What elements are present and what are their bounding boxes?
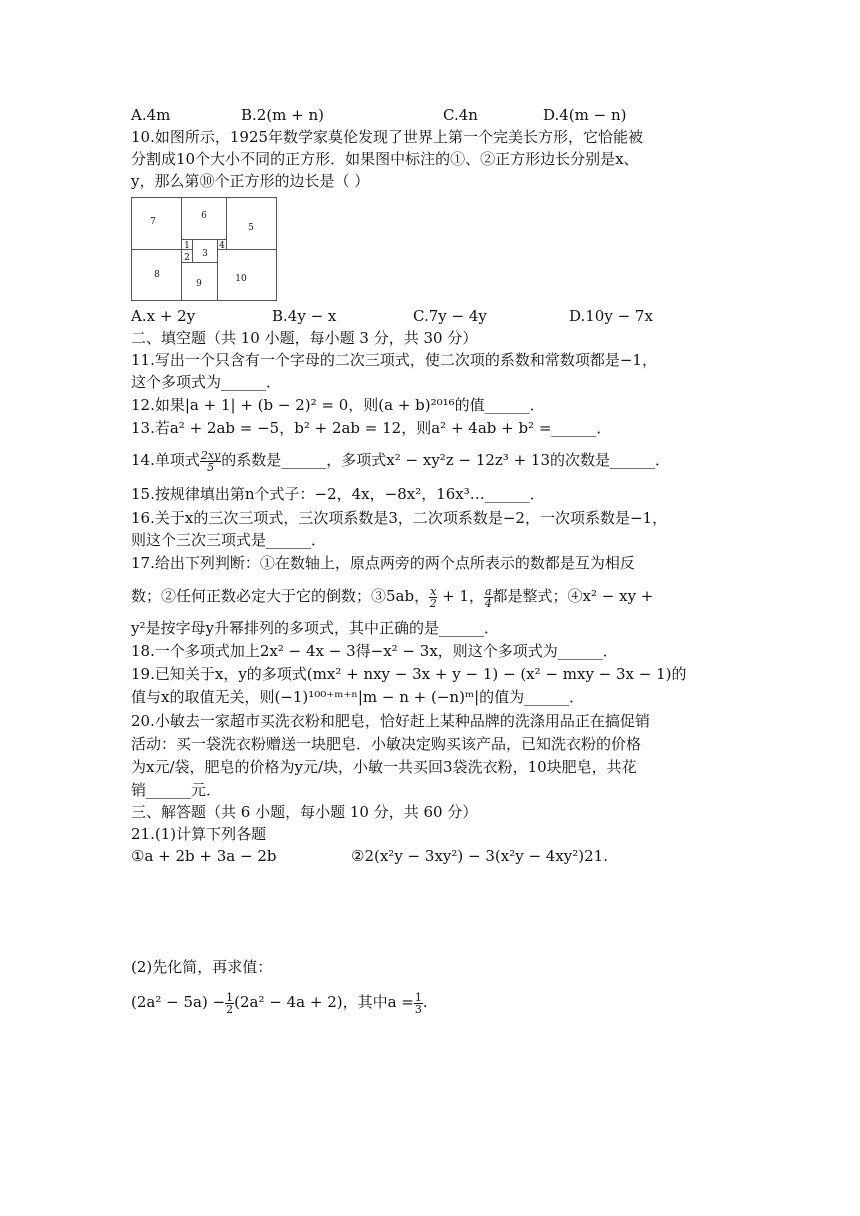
label-6: 6 xyxy=(201,211,207,221)
label-10: 10 xyxy=(235,274,247,284)
q17-f1-den: 2 xyxy=(429,596,437,610)
q10-option-b: B.4y − x xyxy=(272,307,337,325)
q17-f1-num: x xyxy=(430,584,437,598)
q18-text: 18.一个多项式加上2x² − 4x − 3得−x² − 3x，则这个多项式为______． xyxy=(131,642,618,660)
q21-f2-num: 1 xyxy=(414,990,422,1004)
q17-line1: 17.给出下列判断：①在数轴上，原点两旁的两个点所表示的数都是互为相反 xyxy=(131,554,635,572)
label-8: 8 xyxy=(154,270,160,280)
q9-option-d: D.4(m − n) xyxy=(543,106,627,124)
q14-frac-num: 2xy xyxy=(200,448,221,462)
q10-option-a: A.x + 2y xyxy=(131,307,196,325)
q20-line3: 为x元/袋，肥皂的价格为y元/块，小敏一共买回3袋洗衣粉，10块肥皂，共花 xyxy=(131,758,637,776)
q21-part1-title: 21.(1)计算下列各题 xyxy=(131,825,267,843)
q21-part2-expr xyxy=(131,991,428,1015)
q17-f2-den: 4 xyxy=(484,596,492,610)
q17-line2-b: + 1， xyxy=(437,587,484,605)
q17-f2-num: a xyxy=(484,584,492,598)
q21-fraction-half xyxy=(225,992,234,1015)
section2-title: 二、填空题（共 10 小题，每小题 3 分，共 30 分） xyxy=(131,329,478,347)
q9-option-c: C.4n xyxy=(443,106,478,124)
label-2: 2 xyxy=(184,253,190,263)
label-9: 9 xyxy=(196,279,202,289)
q17-line3: y²是按字母y升幂排列的多项式，其中正确的是______． xyxy=(131,619,499,637)
square-7 xyxy=(132,198,182,250)
q14-frac-den: 5 xyxy=(207,460,215,474)
q12-text: 12.如果|a + 1| + (b − 2)² = 0，则(a + b)²⁰¹⁶的值______． xyxy=(131,396,545,414)
q21-part2-c: . xyxy=(422,993,428,1011)
q17-fraction-2 xyxy=(484,586,493,609)
q21-expr2: ②2(x²y − 3xy²) − 3(x²y − 4xy²)21. xyxy=(351,847,608,865)
q14-line xyxy=(131,449,670,473)
q20-line2: 活动：买一袋洗衣粉赠送一块肥皂．小敏决定购买该产品，已知洗衣粉的价格 xyxy=(131,735,642,753)
label-4: 4 xyxy=(219,241,225,251)
q10-option-d: D.10y − 7x xyxy=(569,307,653,325)
q19-line2: 值与x的取值无关，则(−1)¹⁰⁰⁺ᵐ⁺ⁿ|m − n + (−n)ᵐ|的值为______． xyxy=(131,688,585,706)
q14-fraction xyxy=(200,450,221,473)
q9-option-a: A.4m xyxy=(131,106,171,124)
q10-line3: y，那么第⑩个正方形的边长是（ ） xyxy=(131,172,370,190)
q16-line1: 16.关于x的三次三项式，三次项系数是3，二次项系数是−2，一次项系数是−1， xyxy=(131,509,668,527)
perfect-rectangle-figure xyxy=(131,197,277,301)
q17-line2-c: 都是整式；④x² − xy + xyxy=(492,587,654,605)
label-7: 7 xyxy=(150,217,156,227)
q21-part2-title: (2)先化简，再求值： xyxy=(131,958,273,976)
q14-prefix: 14.单项式 xyxy=(131,451,200,469)
q14-suffix: 的系数是______，多项式x² − xy²z − 12z³ + 13的次数是______． xyxy=(221,451,671,469)
label-1: 1 xyxy=(184,241,190,251)
q21-expr1: ①a + 2b + 3a − 2b xyxy=(131,847,277,865)
q17-line2 xyxy=(131,585,653,609)
q9-option-b: B.2(m + n) xyxy=(241,106,325,124)
q21-f-den: 2 xyxy=(226,1002,234,1016)
q16-line2: 则这个三次三项式是______． xyxy=(131,531,327,549)
section3-title: 三、解答题（共 6 小题，每小题 10 分，共 60 分） xyxy=(131,803,478,821)
q17-line2-a: 数；②任何正数必定大于它的倒数；③5ab， xyxy=(131,587,430,605)
q19-line1: 19.已知关于x，y的多项式(mx² + nxy − 3x + y − 1) − (x² − mxy − 3x − 1)的 xyxy=(131,665,687,683)
q20-line1: 20.小敏去一家超市买洗衣粉和肥皂，恰好赶上某种品牌的洗涤用品正在搞促销 xyxy=(131,712,650,730)
q21-part2-b: (2a² − 4a + 2)，其中a = xyxy=(234,993,414,1011)
label-3: 3 xyxy=(202,249,208,259)
q15-text: 15.按规律填出第n个式子：−2，4x，−8x²，16x³…______． xyxy=(131,485,545,503)
q10-line2: 分割成10个大小不同的正方形．如果图中标注的①、②正方形边长分别是x、 xyxy=(131,150,639,168)
q10-option-c: C.7y − 4y xyxy=(413,307,487,325)
q21-f2-den: 3 xyxy=(414,1002,422,1016)
square-10 xyxy=(218,250,277,301)
q13-text: 13.若a² + 2ab = −5，b² + 2ab = 12，则a² + 4ab + b² =______． xyxy=(131,419,612,437)
q21-fraction-third xyxy=(414,992,423,1015)
q11-line1: 11.写出一个只含有一个字母的二次三项式，使二次项的系数和常数项都是−1， xyxy=(131,351,657,369)
label-5: 5 xyxy=(248,223,254,233)
q10-line1: 10.如图所示，1925年数学家莫伦发现了世界上第一个完美长方形，它恰能被 xyxy=(131,128,644,146)
q21-part2-a: (2a² − 5a) − xyxy=(131,993,226,1011)
q21-f-num: 1 xyxy=(226,990,234,1004)
q11-line2: 这个多项式为______． xyxy=(131,373,282,391)
q20-line4: 销______元． xyxy=(131,781,222,799)
